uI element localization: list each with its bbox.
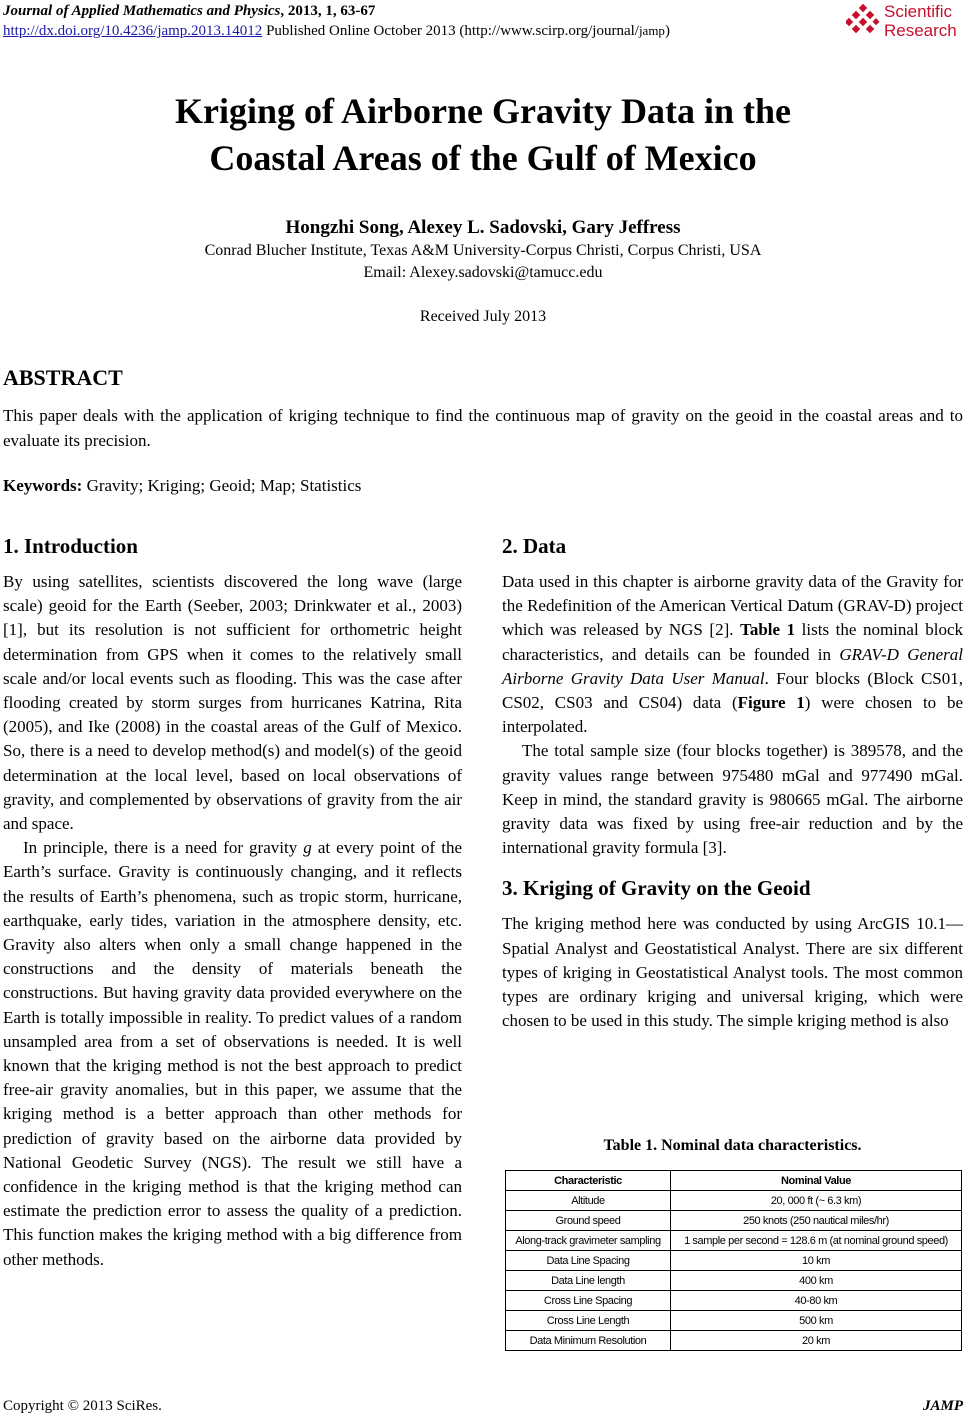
data-paragraph-1 xyxy=(502,570,963,739)
section-heading-introduction: 1. Introduction xyxy=(3,534,138,558)
scientific-research-logo xyxy=(846,2,966,42)
logo-text xyxy=(884,2,957,40)
left-column xyxy=(3,532,462,1272)
paper-title xyxy=(0,88,966,182)
keywords-list: Gravity; Kriging; Geoid; Map; Statistics xyxy=(82,476,362,495)
nominal-data-table xyxy=(505,1170,962,1351)
journal-abbr: jamp xyxy=(638,23,665,38)
table-row xyxy=(506,1191,962,1211)
footer-journal: JAMP xyxy=(922,1398,963,1414)
table-cell: 250 knots (250 nautical miles/hr) xyxy=(671,1211,962,1231)
table-cell: 20 km xyxy=(671,1331,962,1351)
section-heading-kriging: 3. Kriging of Gravity on the Geoid xyxy=(502,876,811,901)
right-column xyxy=(502,532,963,1033)
doi-link[interactable]: http://dx.doi.org/10.4236/jamp.2013.14012 xyxy=(3,23,263,39)
table-header-row xyxy=(506,1171,962,1191)
logo-text-line2: Research xyxy=(884,21,957,40)
published-text: Published Online October 2013 (http://www.scirp.org/journal/ xyxy=(262,23,639,39)
logo-text-line1: Scientific xyxy=(884,2,953,21)
manual-title: GRAV-D General Airborne Gravity Data User Manual xyxy=(502,644,963,688)
table-cell: 20, 000 ft (~ 6.3 km) xyxy=(671,1191,962,1211)
table-header-cell: Characteristic xyxy=(506,1171,671,1191)
affiliation: Conrad Blucher Institute, Texas A&M University-Corpus Christi, Corpus Christi, USA xyxy=(204,242,762,259)
table-row xyxy=(506,1331,962,1351)
table-row xyxy=(506,1271,962,1291)
abstract-heading: ABSTRACT xyxy=(3,365,123,390)
table-cell: 400 km xyxy=(671,1271,962,1291)
title-line-2: Coastal Areas of the Gulf of Mexico xyxy=(209,138,757,178)
figure-ref[interactable]: Figure 1 xyxy=(737,693,805,713)
keywords-label: Keywords: xyxy=(3,476,83,495)
journal-citation-line xyxy=(3,2,963,21)
table-cell: Along-track gravimeter sampling xyxy=(506,1231,671,1251)
table-caption: Table 1. Nominal data characteristics. xyxy=(603,1137,862,1154)
table-cell: Cross Line Length xyxy=(506,1311,671,1331)
table-cell: Ground speed xyxy=(506,1211,671,1231)
table-cell: 40-80 km xyxy=(671,1291,962,1311)
table-row xyxy=(506,1291,962,1311)
table-row xyxy=(506,1231,962,1251)
table-header-cell: Nominal Value xyxy=(671,1171,962,1191)
authors: Hongzhi Song, Alexey L. Sadovski, Gary Jeffress xyxy=(285,217,681,238)
data-paragraph-2: The total sample size (four blocks together) is 389578, and the gravity values range between 975480 mGal and 977490 mGal. Keep in mind, the standard gravity is 980665 mGal. The airborne gravity data was fixed by using free-air reduction and by the international gravity formula [3]. xyxy=(502,741,963,858)
abstract-body: This paper deals with the application of kriging technique to find the continuous map of gravity on the geoid in the coastal areas and to evaluate its precision. xyxy=(3,406,963,450)
table-row xyxy=(506,1251,962,1271)
intro-p2-rest: at every point of the Earth’s surface. Gravity is continuously changing, and it reflects the results of Earth’s phenomena, such as tropic storm, hurricane, earthquake, early tides, variation in the atmosphere density, etc. Gravity also alters when only a small change happened in the constructions and the density of materials beneath the constructions. But having gravity data provided everywhere on the Earth is totally impossible in reality. To predict values of a random unsampled area from a set of observations is needed. It is well known that the kriging method is not the best approach to predict free-air gravity anomalies, but in this paper, we assume that the kriging method is a better approach than other methods for prediction of gravity based on the airborne data provided by National Geodetic Survey (NGS). The result we still have a confidence in the kriging method is that the kriging method can estimate the prediction error to assess the quality of a prediction. This function makes the kriging method with a big difference from other methods. xyxy=(3,838,462,1269)
title-line-1: Kriging of Airborne Gravity Data in the xyxy=(175,91,791,131)
table-ref[interactable]: Table 1 xyxy=(740,620,796,640)
close-paren: ) xyxy=(664,23,670,39)
table-cell: Altitude xyxy=(506,1191,671,1211)
table-cell: Data Minimum Resolution xyxy=(506,1331,671,1351)
table-cell: 1 sample per second = 128.6 m (at nominal ground speed) xyxy=(671,1231,962,1251)
data-p1-a: Data used in this chapter is airborne gravity data of the Gravity for the Redefinition of the American Vertical Datum (GRAV-D) project which was released by NGS [2]. xyxy=(502,572,963,640)
intro-paragraph-1: By using satellites, scientists discovered the long wave (large scale) geoid for the Earth (Seeber, 2003; Drinkwater et al., 2003) [1], but its resolution is not sufficient for orthometric height determination from GPS when it comes to the relatively small scale and/or local events such as flooding. This was the case after flooding created by storm surges from hurricanes Katrina, Rita (2005), and Ike (2008) in the coastal areas of the Gulf of Mexico. So, there is a need to develop method(s) and model(s) of the geoid determination at the local level, based on local observations of gravity, and complemented by observations of gravity from the air and space. xyxy=(3,572,462,834)
journal-name: Journal of Applied Mathematics and Physics xyxy=(3,3,281,19)
gravity-symbol: g xyxy=(303,838,312,858)
data-p1-c: . Four blocks (Block CS01, CS02, CS03 and CS04) data ( xyxy=(502,668,963,713)
table-row xyxy=(506,1211,962,1231)
table-row xyxy=(506,1311,962,1331)
journal-header xyxy=(3,2,963,41)
email: Email: Alexey.sadovski@tamucc.edu xyxy=(363,264,603,281)
journal-issue: , 2013, 1, 63-67 xyxy=(280,3,376,19)
table-cell: Cross Line Spacing xyxy=(506,1291,671,1311)
data-p1-b: lists the nominal block characteristics, and details can be founded in xyxy=(502,620,963,664)
table-cell: 10 km xyxy=(671,1251,962,1271)
section-heading-data: 2. Data xyxy=(502,534,567,558)
table-cell: Data Line length xyxy=(506,1271,671,1291)
logo-diamond-icon xyxy=(846,4,880,38)
table-cell: 500 km xyxy=(671,1311,962,1331)
data-p1-d: ) were chosen to be interpolated. xyxy=(502,693,963,737)
table-cell: Data Line Spacing xyxy=(506,1251,671,1271)
intro-p2-start: In principle, there is a need for gravity xyxy=(23,838,304,858)
received-date: Received July 2013 xyxy=(419,308,547,325)
footer-copyright: Copyright © 2013 SciRes. xyxy=(3,1398,162,1414)
doi-line xyxy=(3,21,963,41)
intro-paragraph-2 xyxy=(3,836,462,1272)
keywords xyxy=(3,476,361,496)
kriging-paragraph-1: The kriging method here was conducted by using ArcGIS 10.1—Spatial Analyst and Geostatistical Analyst. There are six different types of kriging in Geostatistical Analyst tools. The most common types are ordinary kriging and universal kriging, which were chosen to be used in this study. The simple kriging method is also xyxy=(502,914,963,1031)
